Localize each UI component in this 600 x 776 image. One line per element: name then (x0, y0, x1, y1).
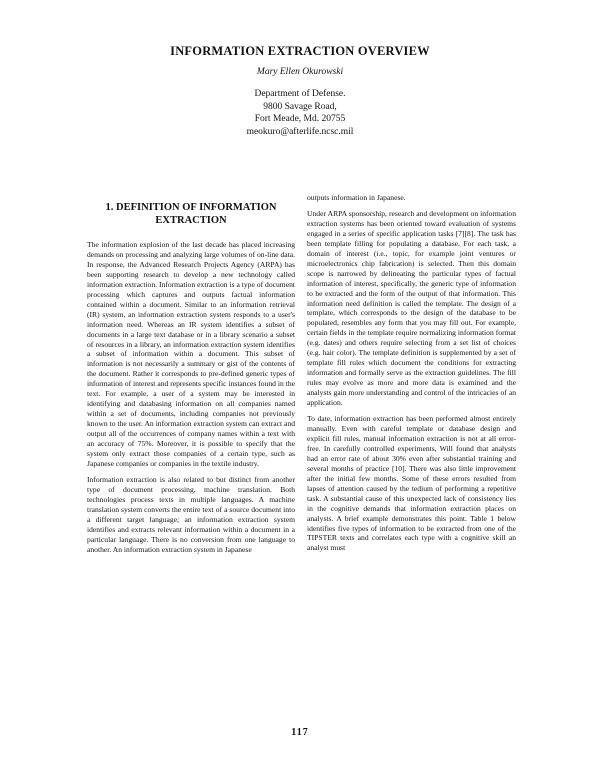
author-email: meokuro@afterlife.ncsc.mil (246, 126, 354, 137)
body-paragraph: To date, information extraction has been performed almost entirely manually. Even with careful template or database design and explicit fill rules, manual information extraction is not at all error-free. In carefully controlled experiments, Will found that analysts had an error rate of about 30% even after substantial training and several months of practice [10]. There was also little improvement after the initial few months. Some of these errors resulted from lapses of attention caused by the tedium of performing a repetitive task. A substantial cause of this unexpected lack of consistency lies in the cognitive demands that information extraction places on analysts. A brief example demonstrates this point. Table 1 below identifies five types of information to be extracted from one of the TIPSTER texts and correlates each type with a cognitive skill an analyst must (307, 414, 516, 553)
page-number: 117 (291, 727, 309, 738)
author-affiliation (0, 88, 600, 138)
paper-title: INFORMATION EXTRACTION OVERVIEW (170, 44, 430, 58)
body-paragraph: Under ARPA sponsorship, research and development on information extraction systems has been oriented toward evaluation of systems engaged in a series of specific application tasks [7][8]. The task has been template filling for populating a database. For each task, a domain of interest (i.e., topic, for example joint ventures or microelectronics chip fabrication) is selected. Then this domain scope is narrowed by delineating the particular types of factual information of interest, specifically, the generic type of information to be extracted and the form of the output of that information. This information need definition is called the template. The design of a template, which corresponds to the design of the database to be populated, resembles any form that you may fill out. For example, certain fields in the template require normalizing information format (e.g. dates) and others require selecting from a set list of choices (e.g. hair color). The template definition is supplemented by a set of template fill rules which document the conditions for extracting information and formally serve as the extraction guidelines. The fill rules may evolve as more and more data is examined and the analysts gain more understanding and control of the intricacies of an application. (307, 208, 516, 408)
affiliation-line: Fort Meade, Md. 20755 (254, 114, 346, 125)
author-name: Mary Ellen Okurowski (256, 67, 344, 77)
body-paragraph: The information explosion of the last decade has placed increasing demands on processing and analyzing large volumes of on-line data. In response, the Advanced Research Projects Agency (ARPA) has been supporting research to develop a new technology called information extraction. Information extraction is a type of document processing which captures and outputs factual information contained within a document. Similar to an information retrieval (IR) system, an information extraction system responds to a user's information need. Whereas an IR system identifies a subset of documents in a large text database or in a library scenario a subset of resources in a library, an information extraction system identifies a subset of information within a document. This subset of information is not necessarily a summary or gist of the contents of the document. Rather it corresponds to pre-defined generic types of information of interest and represents specific instances found in the text. For example, a user of a system may be interested in identifying and databasing information on all companies named within a set of documents, including companies not previously known to the user. An information extraction system can extract and output all of the occurrences of company names within a text with an accuracy of 75%. Moreover, it is possible to specify that the system only extract those companies of a certain type, such as Japanese companies or companies in the textile industry. (87, 240, 295, 468)
left-column (87, 202, 295, 561)
affiliation-line: Department of Defense. (254, 89, 346, 99)
affiliation-line: 9800 Savage Road, (263, 101, 337, 112)
section-heading: 1. DEFINITION OF INFORMATION EXTRACTION (105, 202, 277, 226)
right-column (307, 193, 516, 559)
body-paragraph: outputs information in Japanese. (307, 193, 406, 202)
body-paragraph: Information extraction is also related to but distinct from another type of document processing, machine translation. Both technologies process texts in multiple languages. A machine translation system converts the entire text of a source document into a different target language; an information extraction system identifies and extracts relevant information within a document in a particular language. There is no conversion from one language to another. An information extraction system in Japanese (87, 474, 295, 554)
